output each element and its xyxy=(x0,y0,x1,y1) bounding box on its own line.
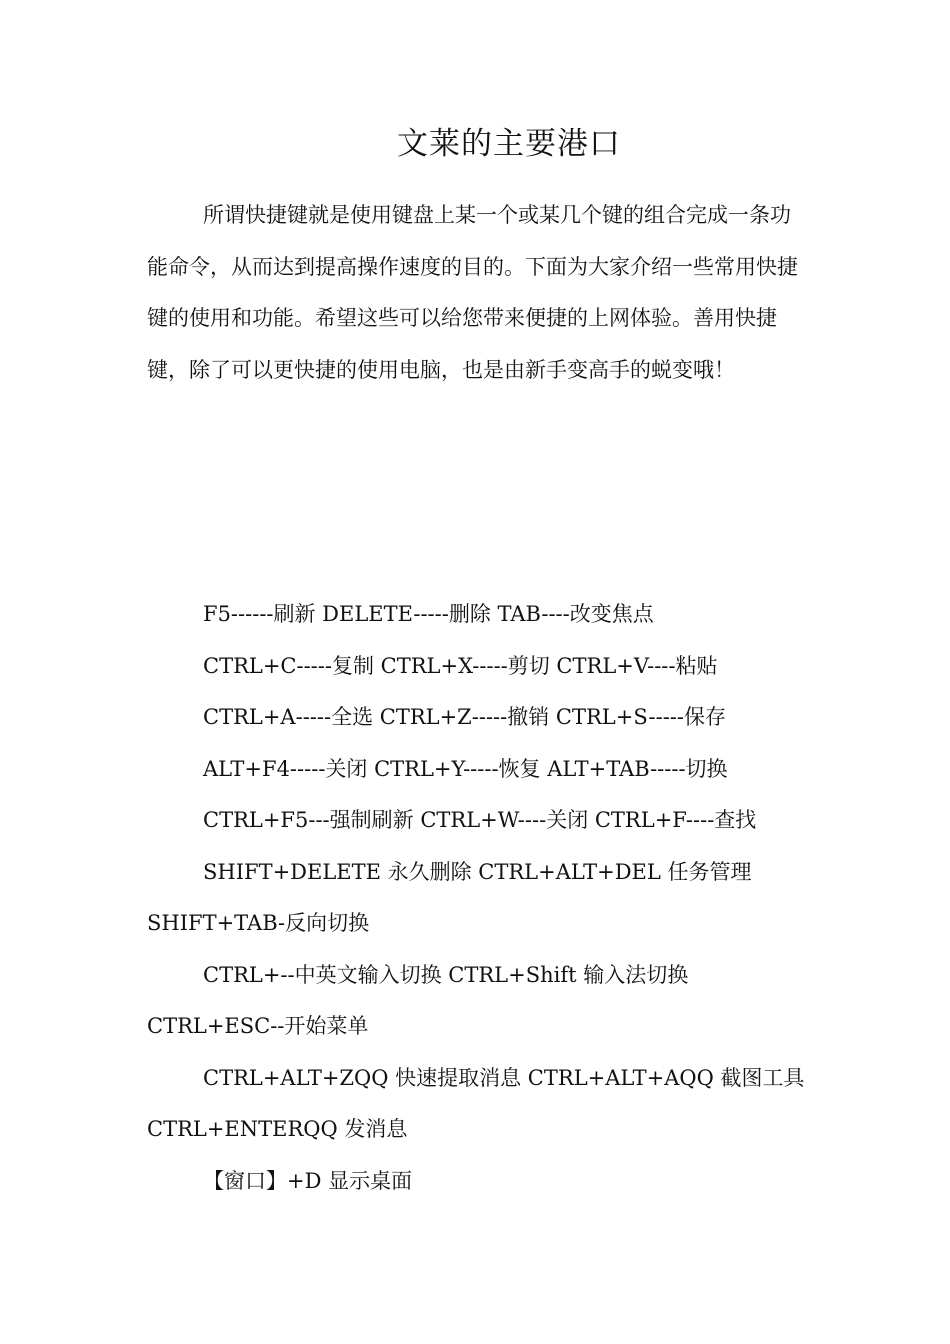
shortcut-line: ALT+F4-----关闭 CTRL+Y-----恢复 ALT+TAB-----切换 xyxy=(203,756,728,781)
shortcut-line: 【窗口】+D 显示桌面 xyxy=(203,1168,413,1193)
intro-paragraph: 所谓快捷键就是使用键盘上某一个或某几个键的组合完成一条功能命令，从而达到提高操作速度的目的。下面为大家介绍一些常用快捷键的使用和功能。希望这些可以给您带来便捷的上网体验。善用快捷键，除了可以更快捷的使用电脑，也是由新手变高手的蜕变哦！ xyxy=(147,203,798,382)
document-title: 文莱的主要港口 xyxy=(397,126,621,162)
shortcut-line: CTRL+C-----复制 CTRL+X-----剪切 CTRL+V----粘贴 xyxy=(203,653,718,678)
shortcut-line: CTRL+ALT+ZQQ 快速提取消息 CTRL+ALT+AQQ 截图工具 xyxy=(203,1065,805,1090)
shortcut-line: SHIFT+DELETE 永久删除 CTRL+ALT+DEL 任务管理 xyxy=(203,859,752,884)
shortcut-list xyxy=(147,589,807,1207)
shortcut-line: CTRL+A-----全选 CTRL+Z-----撤销 CTRL+S-----保存 xyxy=(203,705,726,729)
shortcut-line: F5------刷新 DELETE-----删除 TAB----改变焦点 xyxy=(203,602,654,626)
shortcut-line: SHIFT+TAB-反向切换 xyxy=(147,911,370,935)
shortcut-line: CTRL+ESC--开始菜单 xyxy=(147,1014,369,1038)
shortcut-line: CTRL+--中英文输入切换 CTRL+Shift 输入法切换 xyxy=(203,962,689,987)
shortcut-line: CTRL+ENTERQQ 发消息 xyxy=(147,1117,408,1141)
shortcut-line: CTRL+F5---强制刷新 CTRL+W----关闭 CTRL+F----查找 xyxy=(203,808,757,832)
